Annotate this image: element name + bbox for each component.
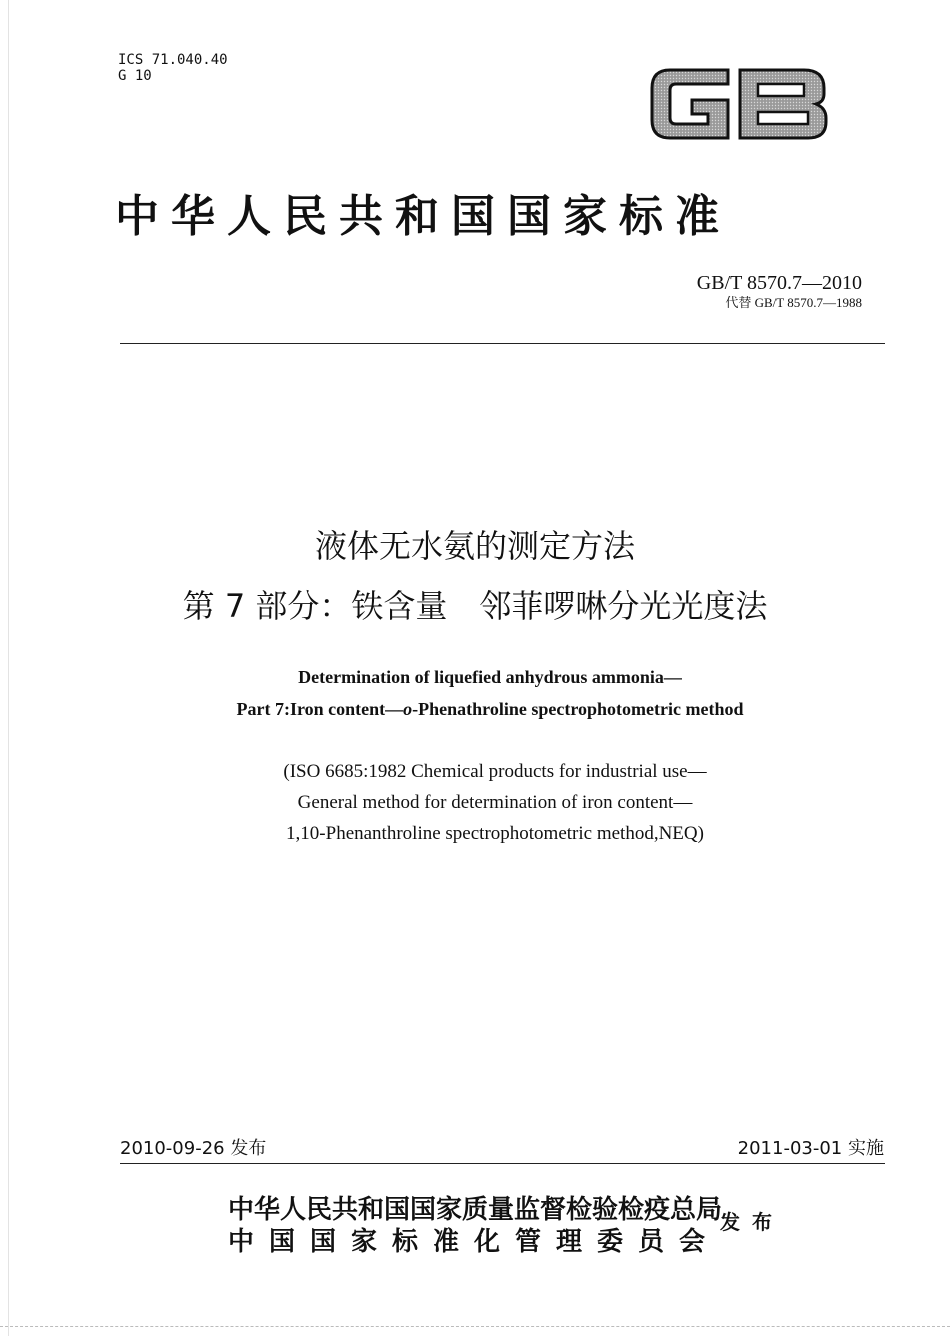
iso-reference-line2: General method for determination of iron content—	[297, 792, 693, 813]
english-title-line1: Determination of liquefied anhydrous ammonia—	[298, 667, 682, 687]
issuer-line2: 中国国家标准化管理委员会	[228, 1227, 721, 1257]
national-standard-title: 中华人民共和国国家标准	[115, 191, 731, 242]
english-title-line2-italic: o	[403, 699, 413, 719]
classification-codes	[118, 52, 228, 84]
issuer-line1: 中华人民共和国国家质量监督检验检疫总局	[228, 1195, 723, 1225]
ccs-code: G 10	[118, 68, 152, 84]
header-divider	[120, 343, 885, 344]
chinese-title-line1: 液体无水氨的测定方法	[314, 527, 635, 565]
english-title-line2-prefix: Part 7:Iron content—	[236, 699, 404, 719]
standard-number: GB/T 8570.7—2010	[696, 272, 862, 294]
page-bottom-edge	[0, 1326, 950, 1327]
ics-code: ICS 71.040.40	[118, 52, 228, 68]
chinese-title-line2: 第 7 部分：铁含量 邻菲啰啉分光光度法	[182, 587, 768, 625]
english-title-line2-suffix: -Phenathroline spectrophotometric method	[412, 699, 744, 719]
implementation-date: 2011-03-01 实施	[737, 1138, 884, 1159]
gb-logo	[648, 62, 830, 146]
logo-text: GB	[648, 62, 650, 63]
iso-reference-line1: (ISO 6685:1982 Chemical products for industrial use—	[283, 761, 707, 782]
english-title-line2	[0, 695, 950, 723]
standard-number-block	[697, 272, 862, 311]
iso-reference-line3: 1,10-Phenanthroline spectrophotometric method,NEQ)	[286, 823, 704, 844]
footer-divider	[120, 1163, 885, 1164]
issue-date: 2010-09-26 发布	[120, 1138, 267, 1159]
replaces-standard: 代替 GB/T 8570.7—1988	[725, 295, 862, 310]
publish-label: 发布	[720, 1210, 784, 1234]
